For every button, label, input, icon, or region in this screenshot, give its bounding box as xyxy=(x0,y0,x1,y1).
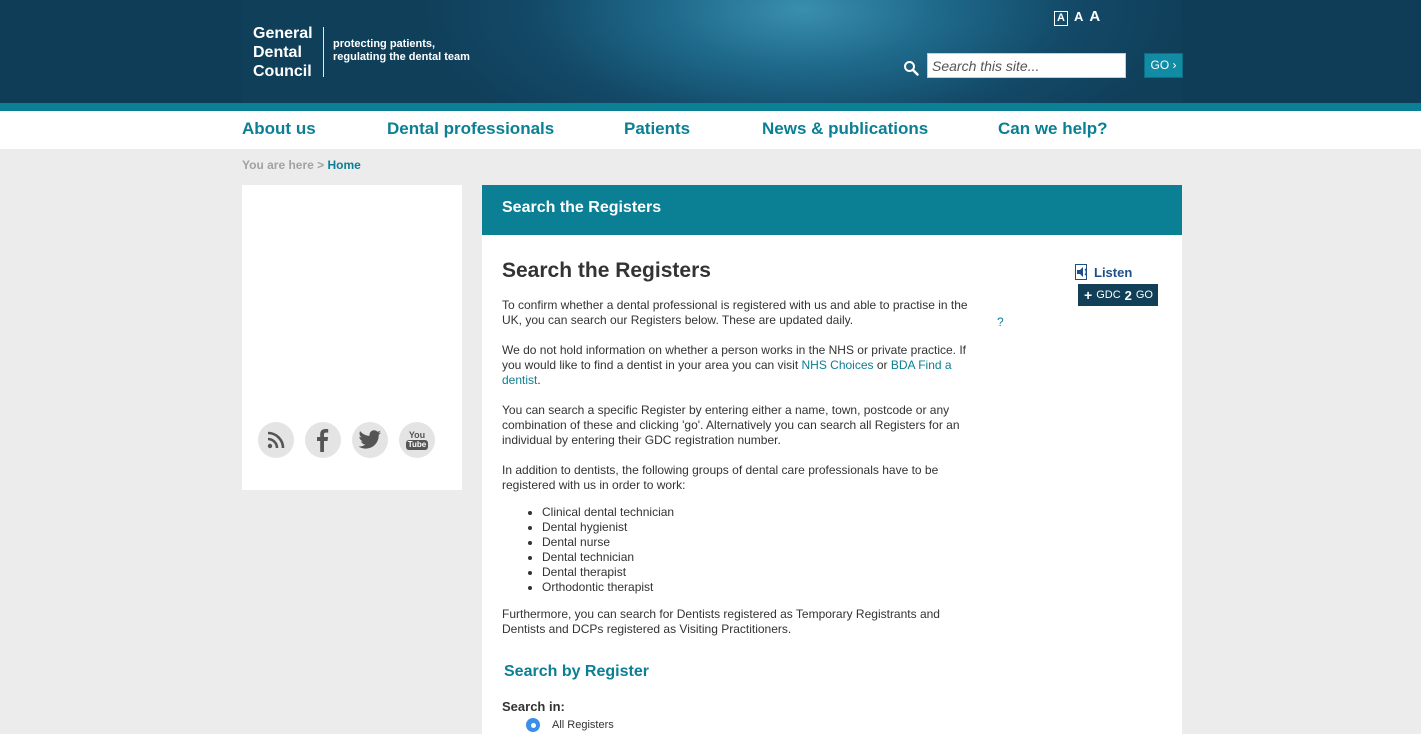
header-accent-strip xyxy=(0,103,1421,111)
professions-list xyxy=(542,505,674,595)
logo-divider xyxy=(323,27,324,77)
band-title: Search the Registers xyxy=(502,199,662,216)
gdc2go-button[interactable] xyxy=(1078,284,1158,306)
listen-button[interactable] xyxy=(1075,264,1132,280)
nhs-paragraph xyxy=(502,343,972,388)
site-header xyxy=(0,0,1421,103)
gdc2go-num: 2 xyxy=(1124,287,1132,303)
temporary-registrants-paragraph: Furthermore, you can search for Dentists registered as Temporary Registrants and Dentists and DCPs registered as Visiting Practitioners. xyxy=(502,607,940,636)
twitter-icon[interactable] xyxy=(352,422,388,458)
speaker-icon xyxy=(1075,264,1091,280)
help-link[interactable]: ? xyxy=(997,315,1004,329)
twitter-glyph xyxy=(358,430,382,450)
listen-label: Listen xyxy=(1094,264,1133,280)
search-icon xyxy=(903,60,919,76)
logo-line: Council xyxy=(253,63,312,80)
facebook-glyph xyxy=(313,428,333,452)
breadcrumb-prefix: You are here > xyxy=(242,158,325,172)
font-size-large-button[interactable]: A xyxy=(1089,8,1101,25)
font-size-medium-button[interactable]: A xyxy=(1073,9,1084,24)
youtube-bottom-label: Tube xyxy=(407,440,427,449)
rss-glyph xyxy=(266,430,286,450)
content-title-band xyxy=(482,185,1182,235)
gdc2go-prefix: GDC xyxy=(1096,289,1121,301)
youtube-top-label: You xyxy=(408,430,426,440)
nav-about-us[interactable]: About us xyxy=(242,119,316,138)
site-search-input[interactable] xyxy=(927,53,1126,78)
breadcrumb-home-link[interactable]: Home xyxy=(327,158,361,172)
main-nav xyxy=(0,111,1421,149)
bda-find-dentist-link[interactable]: BDA Find a dentist xyxy=(502,358,952,387)
radio-selected-icon[interactable] xyxy=(526,718,540,732)
breadcrumb xyxy=(242,158,361,172)
youtube-glyph xyxy=(406,430,429,450)
search-in-label: Search in: xyxy=(502,699,565,714)
list-item: • Dental nurse xyxy=(542,535,674,550)
dcp-paragraph: In addition to dentists, the following groups of dental care professionals have to be registered with us in order to work: xyxy=(502,463,939,492)
sidebar xyxy=(242,185,462,490)
list-item: • Dental therapist xyxy=(542,565,674,580)
nav-news-publications[interactable]: News & publications xyxy=(762,119,929,138)
tagline-line: protecting patients, xyxy=(333,38,436,50)
youtube-icon[interactable] xyxy=(399,422,435,458)
font-size-controls xyxy=(1054,8,1100,26)
nhs-paragraph-or: or xyxy=(873,358,891,372)
page-title: Search the Registers xyxy=(502,259,711,282)
search-instructions-paragraph: You can search a specific Register by entering either a name, town, postcode or any combination of these and clicking 'go'. Alternatively you can search all Registers for an individual by entering their GDC registration number. xyxy=(502,403,960,447)
nav-can-we-help[interactable]: Can we help? xyxy=(998,119,1108,138)
radio-label: All Registers xyxy=(552,719,614,731)
search-by-register-heading: Search by Register xyxy=(504,663,649,680)
logo-line: Dental xyxy=(253,44,302,61)
logo-line: General xyxy=(253,25,313,42)
gdc-logo[interactable] xyxy=(253,24,323,81)
search-go-button[interactable]: GO › xyxy=(1144,53,1183,78)
nhs-choices-link[interactable]: NHS Choices xyxy=(801,358,874,372)
radio-all-registers[interactable] xyxy=(526,718,614,732)
nav-patients[interactable]: Patients xyxy=(624,119,691,138)
font-size-small-button[interactable]: A xyxy=(1054,11,1068,26)
nav-dental-professionals[interactable]: Dental professionals xyxy=(387,119,555,138)
facebook-icon[interactable] xyxy=(305,422,341,458)
nhs-paragraph-text: We do not hold information on whether a person works in the NHS or private practice. If you would like to find a dentist in your area you can visit xyxy=(502,343,967,372)
plus-icon: + xyxy=(1084,287,1093,303)
tagline-line: regulating the dental team xyxy=(333,51,470,63)
gdc2go-suffix: GO xyxy=(1135,289,1153,301)
rss-icon[interactable] xyxy=(258,422,294,458)
intro-paragraph: To confirm whether a dental professional is registered with us and able to practise in the UK, you can search our Registers below. These are updated daily. xyxy=(502,298,968,327)
tagline xyxy=(333,38,483,64)
list-item: • Dental hygienist xyxy=(542,520,674,535)
nhs-paragraph-end: . xyxy=(537,373,541,387)
list-item: • Clinical dental technician xyxy=(542,505,674,520)
main-content xyxy=(482,185,1182,734)
list-item: • Orthodontic therapist xyxy=(542,580,674,595)
social-links xyxy=(258,422,435,458)
list-item: • Dental technician xyxy=(542,550,674,565)
